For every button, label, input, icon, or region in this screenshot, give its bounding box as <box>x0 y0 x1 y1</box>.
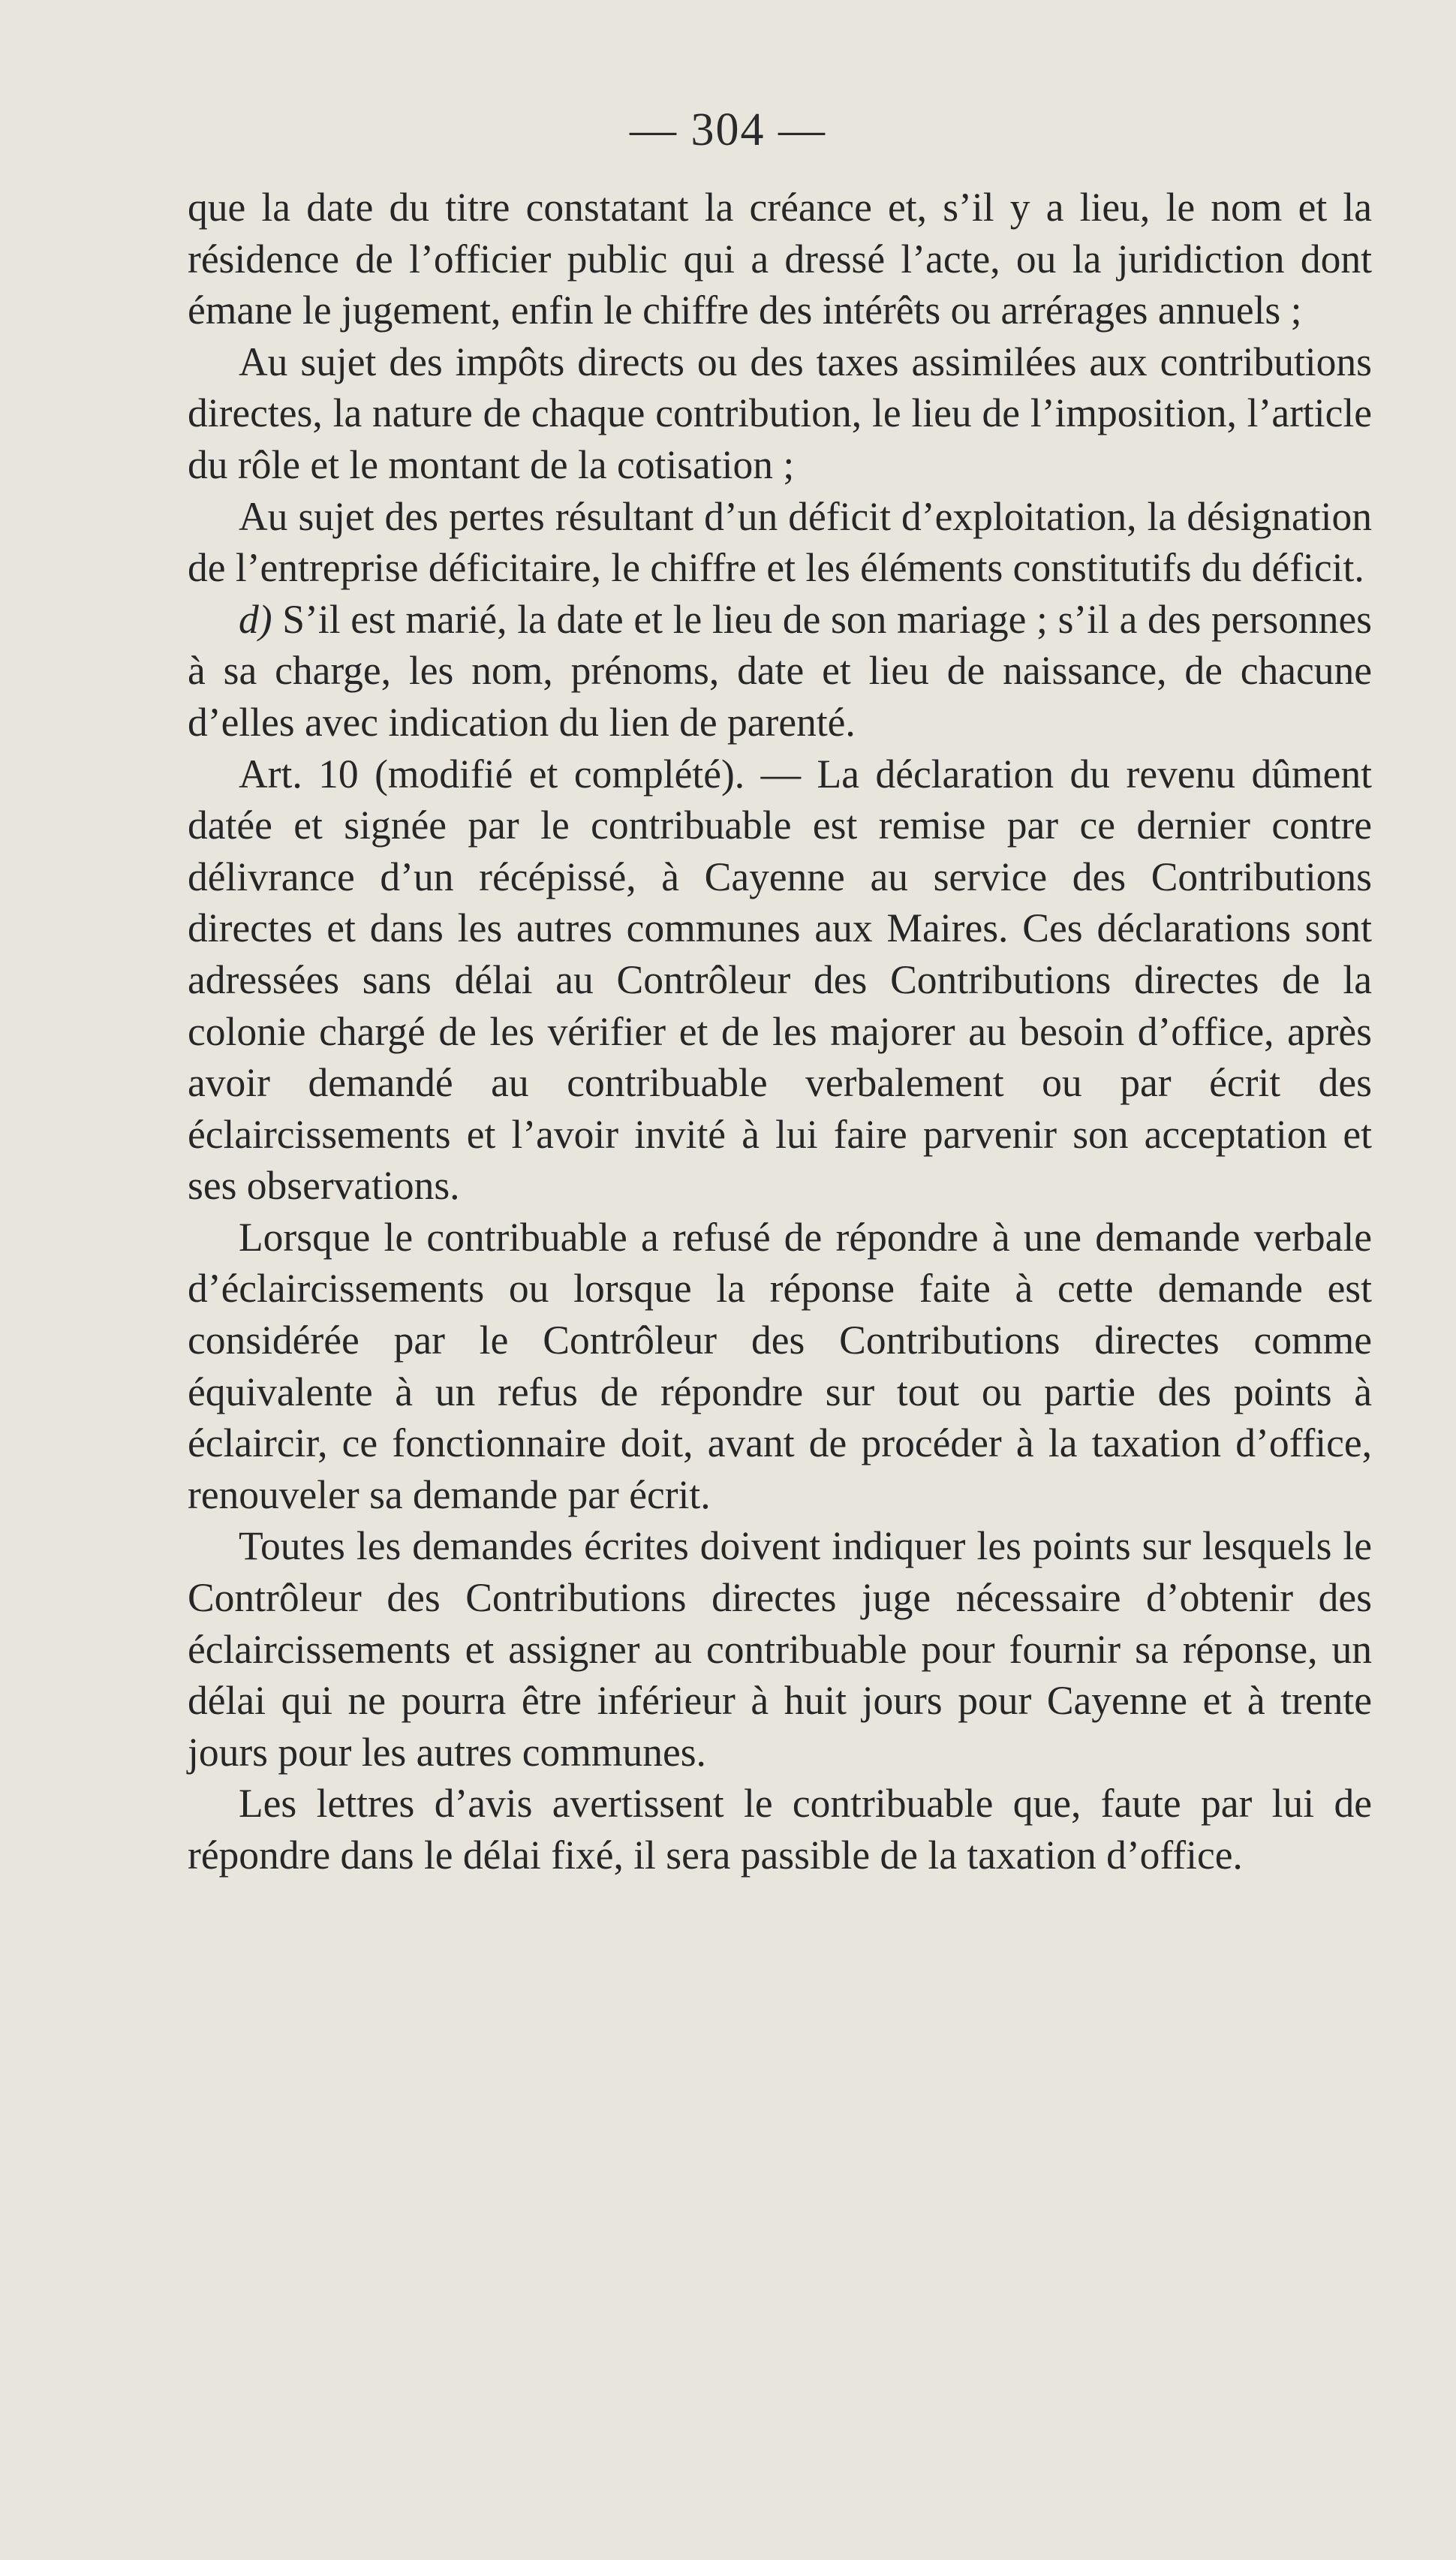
paragraph-article-10: Art. 10 (modifié et complété). — La déclaration du revenu dûment datée et signée par le contribuable est remise par ce dernier contre délivrance d’un récépissé, à Cayenne au service des Contributions directes et dans les autres communes aux Maires. Ces déclarations sont adressées sans délai au Contrôleur des Contributions directes de la colonie chargé de les vérifier et de les majorer au besoin d’office, après avoir demandé au contribuable verbalement ou par écrit des éclaircissements et l’avoir invité à lui faire parvenir son acceptation et ses observations. <box>188 751 1372 1209</box>
paragraph-item-d-text: S’il est marié, la date et le lieu de son mariage ; s’il a des personnes à sa charge, les nom, prénoms, date et lieu de naissance, de chacune d’elles avec indication du lien de parenté. <box>188 596 1373 745</box>
body-text <box>188 182 1372 1881</box>
paragraph-refus: Lorsque le contribuable a refusé de répondre à une demande verbale d’éclaircissements ou lorsque la réponse faite à cette demande est considérée par le Contrôleur des Contributions directes comme équivalente à un refus de répondre sur tout ou partie des points à éclaircir, ce fonctionnaire doit, avant de procéder à la taxation d’office, renouveler sa demande par écrit. <box>188 1214 1372 1517</box>
paragraph-item-d <box>188 594 1372 748</box>
paragraph-continuation: que la date du titre constatant la créance et, s’il y a lieu, le nom et la résidence de l’officier public qui a dressé l’acte, ou la juridiction dont émane le jugement, enfin le chiffre des intérêts ou arrérages annuels ; <box>188 185 1372 333</box>
page-number: — 304 — <box>630 104 826 155</box>
paragraph-lettres-avis: Les lettres d’avis avertissent le contribuable que, faute par lui de répondre dans le délai fixé, il sera passible de la taxation d’office. <box>188 1781 1372 1878</box>
paragraph-impots-directs: Au sujet des impôts directs ou des taxes assimilées aux contributions directes, la nature de chaque contribution, le lieu de l’imposition, l’article du rôle et le montant de la cotisation ; <box>188 339 1372 487</box>
paragraph-pertes: Au sujet des pertes résultant d’un déficit d’exploitation, la désignation de l’entreprise déficitaire, le chiffre et les éléments constitutifs du déficit. <box>188 493 1372 591</box>
list-marker: d) <box>239 596 272 642</box>
paragraph-demandes-ecrites: Toutes les demandes écrites doivent indiquer les points sur lesquels le Contrôleur des Contributions directes juge nécessaire d’obtenir des éclaircissements et assigner au contribuable pour fournir sa réponse, un délai qui ne pourra être inférieur à huit jours pour Cayenne et à trente jours pour les autres communes. <box>188 1523 1372 1775</box>
